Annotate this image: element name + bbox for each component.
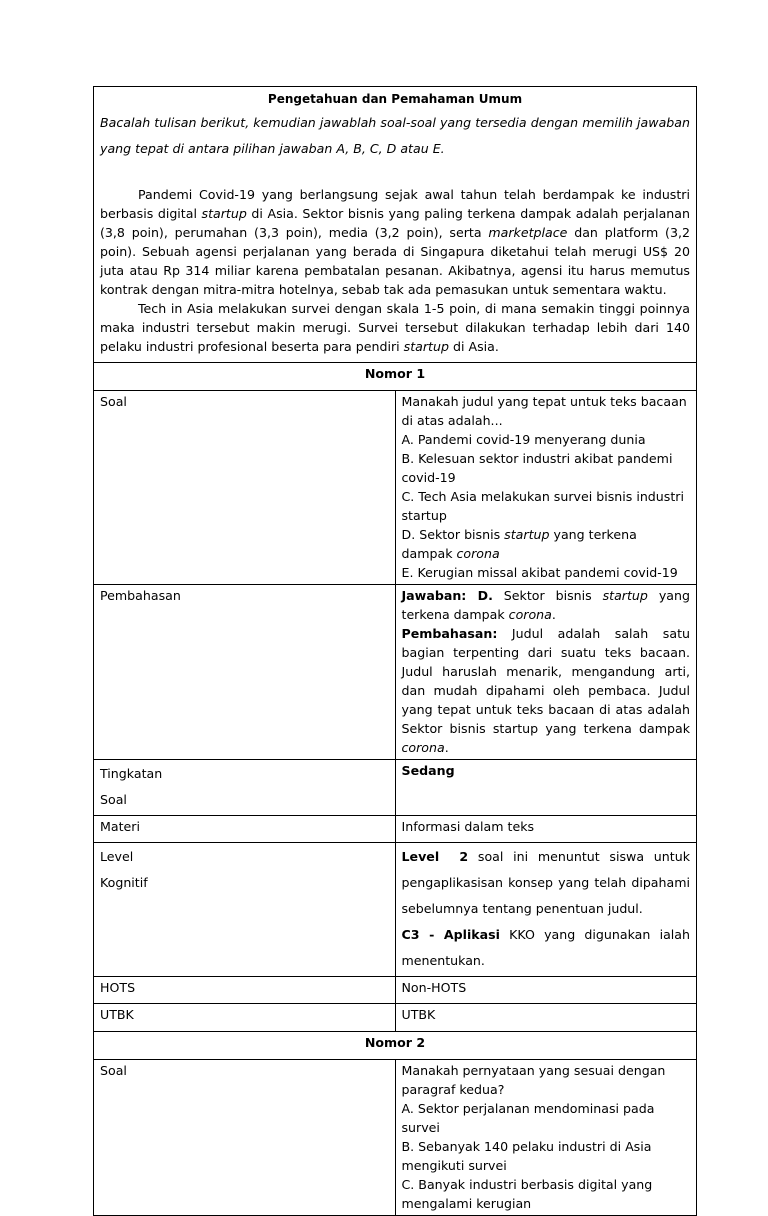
q1-pembahasan-row [94,585,697,760]
q1-pembahasan-content [395,585,697,760]
q2-option-c: C. Banyak industri berbasis digital yang mengalami kerugian [401,1177,653,1211]
q1-answer: Jawaban: D. Sektor bisnis startup yang terkena dampak corona. [401,588,690,622]
q1-soal-label: Soal [94,391,396,585]
instruction-text: Bacalah tulisan berikut, kemudian jawablah soal-soal yang tersedia dengan memilih jawaban yang tepat di antara pilihan jawaban A, B, C, D atau E. [100,115,690,156]
passage-cell [94,87,697,363]
q1-option-b: B. Kelesuan sektor industri akibat pandemi covid-19 [401,451,673,485]
q1-option-c: C. Tech Asia melakukan survei bisnis industri startup [401,489,684,523]
passage-paragraph-1: Pandemi Covid-19 yang berlangsung sejak awal tahun telah berdampak ke industri berbasis digital startup di Asia. Sektor bisnis yang paling terkena dampak adalah perjalanan (3,8 poin), perumahan (3,3 poin), media (3,2 poin), serta marketplace dan platform (3,2 poin). Sebuah agensi perjalanan yang berada di Singapura diketahui telah merugi US$ 20 juta atau Rp 314 miliar karena pembatalan pesanan. Akibatnya, agensi itu harus memutus kontrak dengan mitra-mitra hotelnya, sebab tak ada pemasukan untuk sementara waktu. [100,187,690,297]
q1-utbk-row [94,1004,697,1032]
q1-heading: Nomor 1 [94,363,697,391]
q2-heading: Nomor 2 [94,1032,697,1060]
q1-option-a: A. Pandemi covid-19 menyerang dunia [401,432,646,447]
q2-option-b: B. Sebanyak 140 pelaku industri di Asia mengikuti survei [401,1139,652,1173]
q1-level-value [395,843,697,977]
q1-level-row [94,843,697,977]
section-title: Pengetahuan dan Pemahaman Umum [267,92,523,106]
question-table [93,86,697,1216]
q2-soal-row [94,1060,697,1216]
q2-heading-row [94,1032,697,1060]
q1-soal-content [395,391,697,585]
q1-option-e: E. Kerugian missal akibat pandemi covid-19 [401,565,678,580]
q1-hots-value: Non-HOTS [395,977,697,1004]
q1-materi-label: Materi [94,816,396,843]
q1-explanation: Pembahasan: Judul adalah salah satu bagian terpenting dari suatu teks bacaan. Judul haruslah menarik, mengandung arti, dan mudah dipahami oleh pembaca. Judul yang tepat untuk teks bacaan di atas adalah Sektor bisnis startup yang terkena dampak corona. [401,626,690,755]
q1-utbk-value: UTBK [395,1004,697,1032]
q1-c3-text: C3 - Aplikasi KKO yang digunakan ialah menentukan. [401,927,690,968]
q2-question: Manakah pernyataan yang sesuai dengan paragraf kedua? [401,1063,666,1097]
q1-pembahasan-label: Pembahasan [94,585,396,760]
q1-materi-value: Informasi dalam teks [395,816,697,843]
q2-soal-label: Soal [94,1060,396,1216]
q1-tingkatan-row [94,760,697,816]
q1-level-label: Level Kognitif [94,843,396,977]
passage-paragraph-2: Tech in Asia melakukan survei dengan skala 1-5 poin, di mana semakin tinggi poinnya maka industri tersebut makin merugi. Survei tersebut dilakukan terhadap lebih dari 140 pelaku industri profesional beserta para pendiri startup di Asia. [100,301,690,354]
q1-question: Manakah judul yang tepat untuk teks bacaan di atas adalah... [401,394,687,428]
q2-option-a: A. Sektor perjalanan mendominasi pada survei [401,1101,655,1135]
q1-level-text: Level 2 soal ini menuntut siswa untuk pengaplikasisan konsep yang telah dipahami sebelumnya tentang penentuan judul. [401,849,690,916]
q1-utbk-label: UTBK [94,1004,396,1032]
passage-row [94,87,697,363]
q1-option-d: D. Sektor bisnis startup yang terkena dampak corona [401,527,637,561]
q1-materi-row [94,816,697,843]
q1-tingkatan-label: Tingkatan Soal [94,760,396,816]
q1-hots-row [94,977,697,1004]
q1-tingkatan-value: Sedang [395,760,697,816]
document-page [93,86,697,1216]
q1-soal-row [94,391,697,585]
q1-hots-label: HOTS [94,977,396,1004]
q2-soal-content [395,1060,697,1216]
q1-heading-row [94,363,697,391]
